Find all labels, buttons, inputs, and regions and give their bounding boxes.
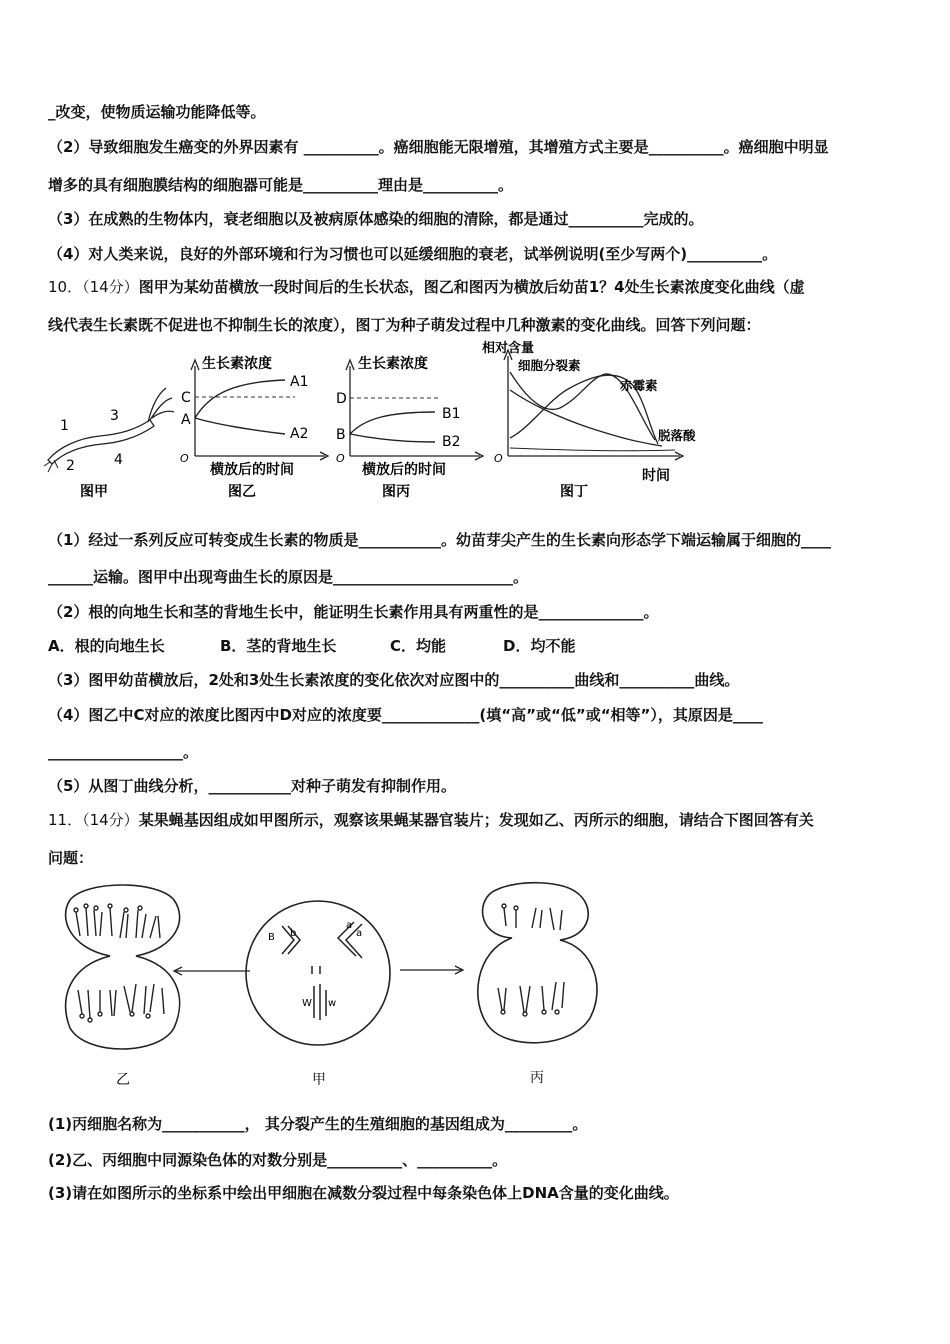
- yi-ylabel: 生长素浓度: [202, 356, 272, 372]
- jia-label-4: 4: [114, 452, 123, 468]
- gene-a-1: a: [346, 920, 353, 931]
- q11-sub1: (1)丙细胞名称为___________， 其分裂产生的生殖细胞的基因组成为_________。: [48, 1115, 588, 1133]
- cell-jia-caption: 甲: [312, 1072, 326, 1088]
- figure-bing: [336, 355, 483, 500]
- q10-sub1-line2: ______运输。图甲中出现弯曲生长的原因是________________________。: [48, 568, 529, 586]
- figure-ding: [482, 340, 696, 500]
- yi-mark-C: C: [181, 390, 191, 406]
- ding-origin: O: [494, 452, 503, 465]
- bing-curve-label-B1: B1: [442, 406, 461, 422]
- bing-curve-B2: [350, 434, 435, 442]
- seedling-roots: [44, 460, 58, 472]
- q10-figures: [40, 338, 760, 508]
- jia-label-1: 1: [60, 418, 69, 434]
- figure-jia: [44, 388, 174, 500]
- option-b: B．茎的背地生长: [220, 637, 337, 655]
- cell-yi-bottom-chromosomes: [78, 984, 164, 1022]
- cell-yi: [66, 885, 180, 1088]
- cell-bing-membrane: [478, 883, 597, 1043]
- q11-cell-figure: [50, 878, 610, 1093]
- figure-yi: [180, 355, 328, 500]
- cell-jia-membrane: [246, 901, 390, 1045]
- gene-W: W: [302, 998, 312, 1009]
- cell-jia-small-pair: [312, 966, 320, 974]
- question-10-number: 10．（14分）: [48, 278, 139, 296]
- option-a: A．根的向地生长: [48, 637, 165, 655]
- ding-series-abscisic: 脱落酸: [658, 428, 696, 443]
- bing-xlabel: 横放后的时间: [362, 462, 446, 478]
- q10-sub5: （5）从图丁曲线分析，___________对种子萌发有抑制作用。: [48, 777, 456, 795]
- ding-caption: 图丁: [560, 484, 588, 500]
- gene-b: b: [290, 928, 297, 939]
- q10-sub3: （3）图甲幼苗横放后，2处和3处生长素浓度的变化依次对应图中的__________曲线和__________曲线。: [48, 671, 740, 689]
- option-d: D．均不能: [503, 637, 576, 655]
- yi-caption: 图乙: [228, 484, 256, 500]
- bing-mark-B: B: [336, 427, 346, 443]
- ding-curve-bottom: [510, 448, 675, 451]
- cell-bing-bottom-chromosomes: [498, 982, 564, 1016]
- bing-mark-D: D: [336, 391, 347, 407]
- text-line-3: 增多的具有细胞膜结构的细胞器可能是__________理由是__________。: [48, 176, 514, 194]
- ding-series-gibberellin: 赤霉素: [620, 378, 658, 393]
- yi-curve-A1: [195, 380, 285, 418]
- q10-sub4-line2: __________________。: [48, 743, 199, 761]
- bing-caption: 图丙: [382, 484, 410, 500]
- option-c: C．均能: [390, 637, 447, 655]
- yi-mark-A: A: [181, 412, 191, 428]
- bing-origin: O: [336, 452, 345, 465]
- text-line-5: （4）对人类来说，良好的外部环境和行为习惯也可以延缓细胞的衰老，试举例说明(至少写两个)__________。: [48, 245, 778, 263]
- yi-curve-label-A1: A1: [290, 374, 309, 390]
- question-11-text: 某果蝇基因组成如甲图所示，观察该果蝇某器官装片；发现如乙、丙所示的细胞，请结合下图回答有关: [138, 811, 814, 829]
- text-line-2: （2）导致细胞发生癌变的外界因素有 __________。癌细胞能无限增殖，其增殖方式主要是__________。癌细胞中明显: [48, 138, 829, 156]
- ding-ylabel: 相对含量: [482, 341, 535, 356]
- gene-B: B: [268, 932, 275, 943]
- cell-yi-top-chromosomes: [74, 904, 160, 938]
- cell-yi-membrane: [66, 885, 180, 1049]
- bing-ylabel: 生长素浓度: [358, 356, 428, 372]
- q10-sub4-line1: （4）图乙中C对应的浓度比图丙中D对应的浓度要_____________(填“高”或“低”或“相等”），其原因是____: [48, 706, 763, 724]
- yi-curve-A2: [195, 418, 285, 434]
- bing-curve-B1: [350, 412, 435, 434]
- bing-curve-label-B2: B2: [442, 434, 461, 450]
- q10-sub1-line1: （1）经过一系列反应可转变成生长素的物质是___________。幼苗芽尖产生的生长素向形态学下端运输属于细胞的____: [48, 531, 831, 549]
- cell-jia: [246, 901, 390, 1088]
- cell-bing: [478, 883, 597, 1086]
- question-10-intro-2: 线代表生长素既不促进也不抑制生长的浓度），图丁为种子萌发过程中几种激素的变化曲线。回答下列问题：: [48, 316, 761, 334]
- question-10-text: 图甲为某幼苗横放一段时间后的生长状态，图乙和图丙为横放后幼苗1？4处生长素浓度变化曲线（虚: [138, 278, 805, 296]
- text-line-1: _改变，使物质运输功能降低等。: [48, 103, 266, 121]
- q11-sub3: (3)请在如图所示的坐标系中绘出甲细胞在减数分裂过程中每条染色体上DNA含量的变化曲线。: [48, 1184, 679, 1202]
- question-11-intro: [48, 810, 814, 830]
- gene-w: w: [328, 998, 337, 1009]
- q11-sub2: (2)乙、丙细胞中同源染色体的对数分别是__________、__________。: [48, 1151, 508, 1169]
- cell-bing-top-chromosomes: [502, 904, 562, 930]
- ding-series-cytokinin: 细胞分裂素: [518, 358, 581, 373]
- q10-options: [48, 636, 575, 656]
- jia-caption: 图甲: [80, 484, 108, 500]
- cell-jia-sex-chromosomes: [314, 984, 326, 1020]
- yi-origin: O: [180, 452, 189, 465]
- seedling-leaves: [148, 388, 174, 422]
- jia-label-3: 3: [110, 408, 119, 424]
- q10-sub2: （2）根的向地生长和茎的背地生长中，能证明生长素作用具有两重性的是______________。: [48, 603, 659, 621]
- ding-curve-abscisic: [510, 390, 662, 446]
- jia-label-2: 2: [66, 458, 75, 474]
- ding-xlabel: 时间: [642, 468, 670, 484]
- text-line-4: （3）在成熟的生物体内，衰老细胞以及被病原体感染的细胞的清除，都是通过__________完成的。: [48, 210, 704, 228]
- yi-xlabel: 横放后的时间: [210, 462, 294, 478]
- yi-curve-label-A2: A2: [290, 426, 309, 442]
- question-10-intro: [48, 277, 805, 297]
- cell-bing-caption: 丙: [530, 1070, 544, 1086]
- question-11-number: 11．（14分）: [48, 811, 139, 829]
- gene-a-2: a: [356, 928, 363, 939]
- question-11-intro-2: 问题：: [48, 849, 94, 867]
- cell-yi-caption: 乙: [116, 1072, 130, 1088]
